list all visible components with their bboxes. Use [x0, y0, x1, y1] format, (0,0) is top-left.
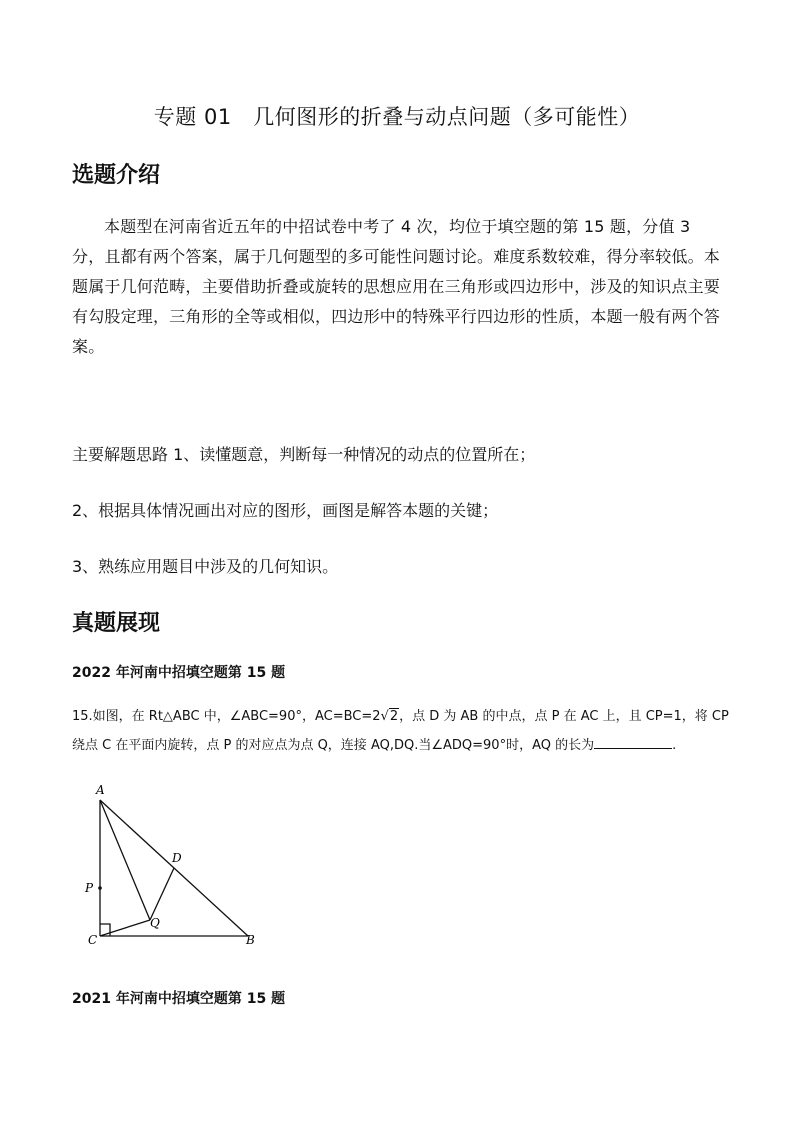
intro-heading: 选题介绍: [72, 163, 161, 188]
step-line-3: 3、熟练应用题目中涉及的几何知识。: [72, 557, 339, 576]
label-b: B: [246, 933, 255, 947]
segment-dq: [150, 868, 174, 920]
label-d: D: [172, 851, 182, 865]
subheading-2021: 2021 年河南中招填空题第 15 题: [72, 991, 286, 1007]
question-end: .: [672, 738, 677, 753]
point-p-dot: [98, 886, 102, 890]
sqrt-radicand: 2: [389, 709, 399, 724]
page-title: 专题 01 几何图形的折叠与动点问题（多可能性）: [153, 105, 641, 129]
intro-paragraph: 本题型在河南省近五年的中招试卷中考了 4 次，均位于填空题的第 15 题，分值 3 分，且都有两个答案，属于几何题型的多可能性问题讨论。难度系数较难，得分率较低。本题属于几何范畴，主要借助折叠或旋转的思想应用在三角形或四边形中，涉及的知识点主要有勾股定理，三角形的全等或相似，四边形中的特殊平行四边形的性质，本题一般有两个答案。: [72, 217, 721, 356]
label-p: P: [85, 881, 94, 895]
subheading-2022: 2022 年河南中招填空题第 15 题: [72, 665, 286, 681]
segment-cq: [100, 920, 150, 936]
label-c: C: [88, 933, 98, 947]
step-line-2: 2、根据具体情况画出对应的图形，画图是解答本题的关键；: [72, 501, 499, 520]
label-a: A: [96, 783, 105, 797]
exam-heading: 真题展现: [72, 611, 161, 636]
question-text-part2: ，点 D 为 AB 的中点，点 P 在 AC 上，且 CP=1，将 CP 绕点 C 在平面内旋转，点 P 的对应点为点 Q，连接 AQ,DQ.当∠ADQ=90°时，AQ 的长为: [72, 709, 729, 753]
question-15: [72, 702, 732, 760]
label-q: Q: [150, 916, 160, 930]
answer-blank[interactable]: [594, 736, 672, 749]
question-text-part1: 15.如图，在 Rt△ABC 中，∠ABC=90°，AC=BC=2: [72, 709, 381, 724]
step-line-1: 主要解题思路 1、读懂题意，判断每一种情况的动点的位置所在；: [72, 445, 536, 464]
sqrt-symbol: √2: [380, 709, 399, 724]
segment-aq: [100, 800, 150, 920]
geometry-figure: [80, 780, 280, 950]
